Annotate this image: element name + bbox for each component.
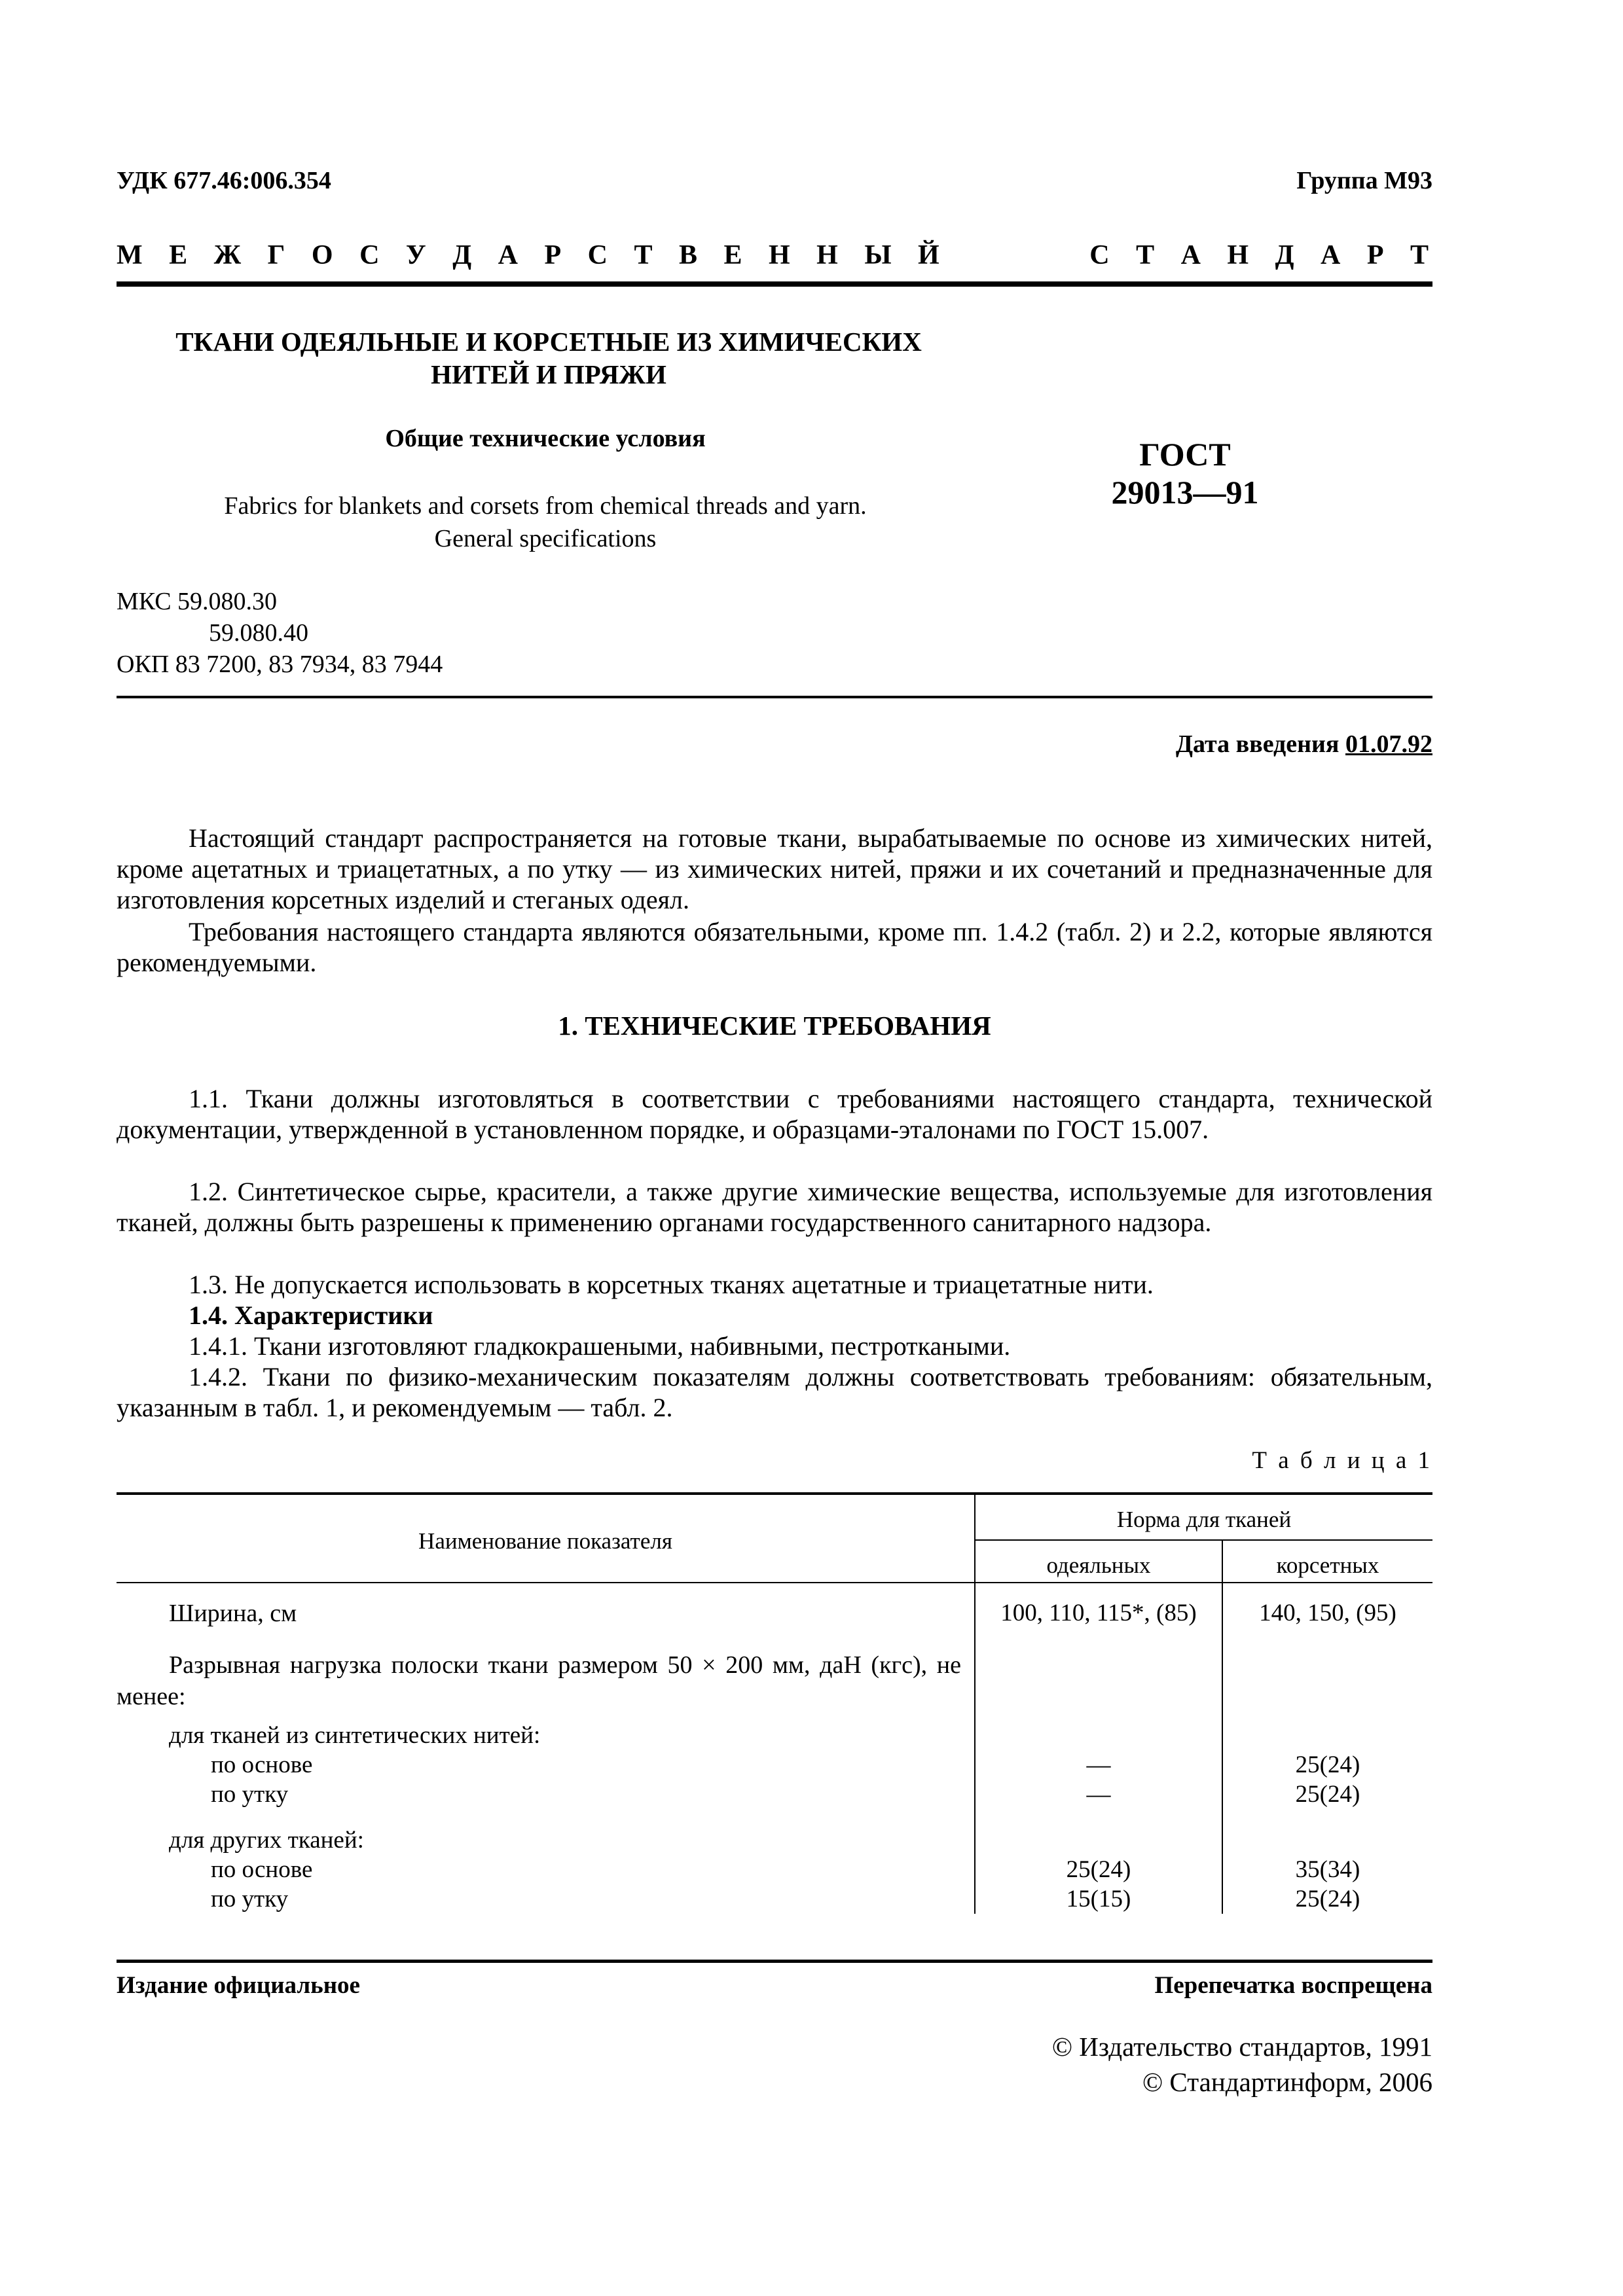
paragraph-1-4-1: 1.4.1. Ткани изготовляют гладкокрашеными, набивными, пестроткаными. [189, 1331, 1011, 1361]
footer-rule [117, 1960, 1432, 1963]
banner-interstate: М Е Ж Г О С У Д А Р С Т В Е Н Н Ы Й [117, 240, 943, 270]
table-cell-blanket: — [1086, 1781, 1111, 1808]
table-1-caption: Т а б л и ц а 1 [1252, 1447, 1432, 1474]
paragraph-1-1: 1.1. Ткани должны изготовляться в соответствии с требованиями настоящего стандарта, технической документации, утвержденной в установленном порядке, и образцами-эталонами по ГОСТ 15.007. [117, 1084, 1432, 1144]
title-line-2: НИТЕЙ И ПРЯЖИ [431, 359, 666, 389]
gost-designation [1074, 435, 1296, 511]
table-row-name: по основе [211, 1856, 313, 1883]
section-1-heading: 1. ТЕХНИЧЕСКИЕ ТРЕБОВАНИЯ [558, 1011, 991, 1041]
table-header-corset: корсетных [1276, 1552, 1379, 1578]
table-cell-blanket: — [1086, 1751, 1111, 1778]
copyright-block [1052, 2029, 1432, 2100]
page-subtitle: Общие технические условия [385, 425, 706, 452]
gost-number: 29013—91 [1111, 474, 1259, 511]
reprint-notice: Перепечатка воспрещена [1154, 1972, 1432, 1999]
paragraph-1-2: 1.2. Синтетическое сырье, красители, а также другие химические вещества, используемые для изготовления тканей, должны быть разрешены к применению органами государственного санитарного надзора. [117, 1177, 1432, 1237]
table-header-blanket: одеяльных [1046, 1552, 1151, 1578]
table-cell-blanket: 15(15) [1066, 1886, 1131, 1912]
table-cell-corset: 25(24) [1295, 1781, 1360, 1808]
official-edition: Издание официальное [117, 1972, 360, 1999]
intro-date-label: Дата введения [1175, 730, 1340, 758]
gost-label: ГОСТ [1139, 436, 1231, 473]
group-code: Группа М93 [1296, 167, 1432, 194]
intro-date [1176, 730, 1432, 759]
table-cell-corset: 35(34) [1295, 1856, 1360, 1883]
table-row-name: по утку [211, 1886, 289, 1912]
table-cell-corset: 25(24) [1295, 1751, 1360, 1778]
intro-date-value: 01.07.92 [1345, 730, 1432, 758]
table-group-label: для тканей из синтетических нитей: [169, 1722, 541, 1749]
english-title [130, 490, 961, 555]
table-header-name: Наименование показателя [418, 1528, 672, 1554]
table-row-name: Ширина, см [169, 1600, 297, 1627]
intro-paragraph-2: Требования настоящего стандарта являются обязательными, кроме пп. 1.4.2 (табл. 2) и 2.2, которые являются рекомендуемыми. [117, 917, 1432, 977]
table-row-name: по основе [211, 1751, 313, 1778]
table-header-rule [117, 1582, 1432, 1583]
intro-paragraph-1: Настоящий стандарт распространяется на готовые ткани, вырабатываемые по основе из химических нитей, кроме ацетатных и триацетатных, а по утку — из химических нитей, пряжи и их сочетаний и предназначенные для изготовления корсетных изделий и стеганых одеял. [117, 823, 1432, 914]
header-rule [117, 281, 1432, 287]
english-title-line-1: Fabrics for blankets and corsets from chemical threads and yarn. [224, 492, 867, 520]
table-cell-corset: 140, 150, (95) [1259, 1600, 1396, 1626]
codes-rule [117, 696, 1432, 698]
table-row-name: по утку [211, 1781, 289, 1808]
title-line-1: ТКАНИ ОДЕЯЛЬНЫЕ И КОРСЕТНЫЕ ИЗ ХИМИЧЕСКИХ [175, 327, 922, 357]
paragraph-1-4-2: 1.4.2. Ткани по физико-механическим показателям должны соответствовать требованиям: обязательным, указанным в табл. 1, и рекомендуемым — табл. 2. [117, 1362, 1432, 1422]
okp-code: ОКП 83 7200, 83 7934, 83 7944 [117, 651, 443, 678]
copyright-2: © Стандартинформ, 2006 [1142, 2067, 1432, 2097]
mks-code-2: 59.080.40 [209, 619, 308, 647]
paragraph-1-4: 1.4. Характеристики [189, 1300, 433, 1330]
paragraph-1-3: 1.3. Не допускается использовать в корсетных тканях ацетатные и триацетатные нити. [189, 1270, 1154, 1299]
table-cell-corset: 25(24) [1295, 1886, 1360, 1912]
table-top-rule [117, 1492, 1432, 1495]
table-header-norm: Норма для тканей [1116, 1507, 1292, 1532]
udk-code: УДК 677.46:006.354 [117, 167, 331, 194]
table-cell-blanket: 100, 110, 115*, (85) [1000, 1600, 1197, 1626]
banner-standard: С Т А Н Д А Р Т [1089, 240, 1432, 270]
table-subheader-rule [974, 1539, 1432, 1541]
table-row-name: Разрывная нагрузка полоски ткани размером 50 × 200 мм, даН (кгс), не менее: [117, 1651, 961, 1710]
page-title [130, 325, 968, 391]
table-cell-blanket: 25(24) [1066, 1856, 1131, 1883]
mks-code-1: МКС 59.080.30 [117, 588, 278, 615]
english-title-line-2: General specifications [434, 525, 657, 552]
table-group-label: для других тканей: [169, 1827, 364, 1854]
classification-codes [117, 586, 443, 680]
copyright-1: © Издательство стандартов, 1991 [1051, 2032, 1432, 2062]
